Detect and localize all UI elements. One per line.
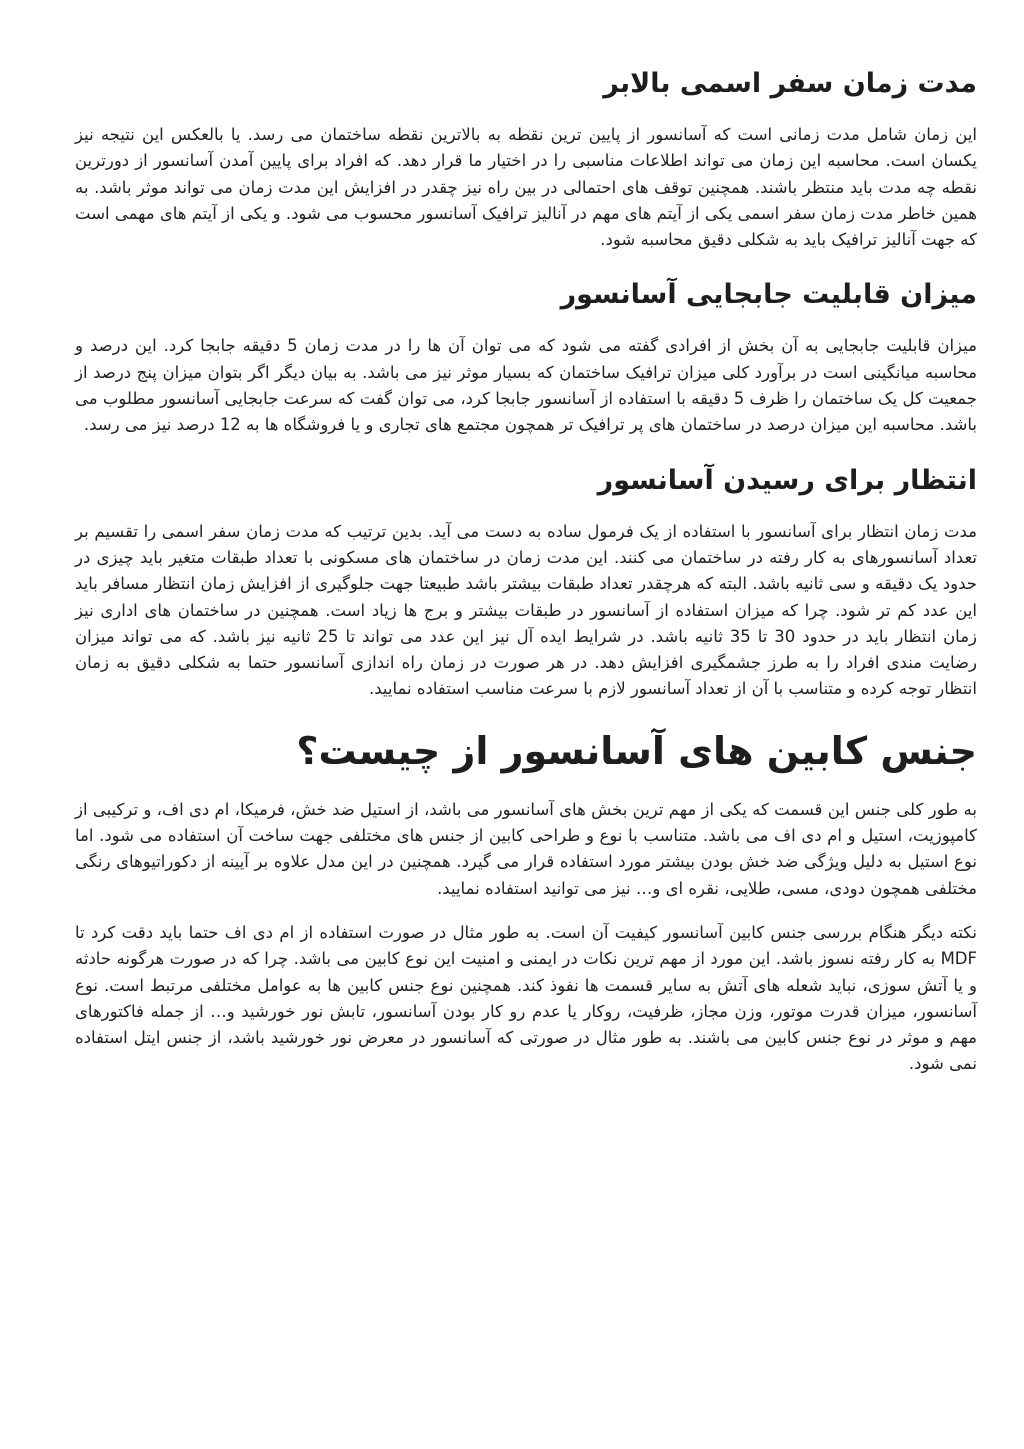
main-paragraph-cabin-material-2: نکته دیگر هنگام بررسی جنس کابین آسانسور کیفیت آن است. به طور مثال در صورت استفاده از ام دی اف حتما باید دقت کرد تا MDF به کار رفته نسوز باشد. این مورد از مهم ترین نکات در ایمنی و امنیت این نوع کابین می باشد. چرا که در صورت هرگونه حادثه و یا آتش سوزی، نباید شعله های آتش به سایر قسمت ها نفوذ کند. همچنین نوع جنس کابین ها به عوامل مختلفی مرتبط است. نوع آسانسور، میزان قدرت موتور، وزن مجاز، ظرفیت، روکار یا عدم رو کار بودن آسانسور، تابش نور خورشید و… از جمله فاکتورهای مهم و موثر در نوع جنس کابین می باشند. به طور مثال در صورتی که آسانسور در معرض نور خورشید باشد، از جنس ایتل استفاده نمی شود. [75, 922, 977, 1074]
main-paragraph-cabin-material-1: به طور کلی جنس این قسمت که یکی از مهم ترین بخش های آسانسور می باشد، از استیل ضد خش، فرمیکا، ام دی اف، و ترکیبی از کامپوزیت، استیل و ام دی اف می باشد. متناسب با نوع و طراحی کابین از جنس های مختلفی جهت ساخت آن استفاده می شود. اما نوع استیل به دلیل ویژگی ضد خش بودن بیشتر مورد استفاده قرار می گیرد. همچنین در این مدل علاوه بر آیینه از دکوراتیوهای رنگی مختلفی همچون دودی، مسی، طلایی، نقره ای و… نیز می توانید استفاده نمایید. [75, 799, 977, 898]
section-heading-waiting-time: انتظار برای رسیدن آسانسور [597, 464, 977, 496]
article-content [75, 60, 977, 1096]
section-paragraph-waiting-time: مدت زمان انتظار برای آسانسور با استفاده از یک فرمول ساده به دست می آید. بدین ترتیب که مدت زمان سفر اسمی را تقسیم بر تعداد آسانسورهای به کار رفته در ساختمان می کنند. این مدت زمان در ساختمان های مسکونی با تعداد طبقات متغیر باید چیزی در حدود یک دقیقه و سی ثانیه باشد. البته که هرچقدر تعداد طبقات بیشتر باشد طبیعتا جهت جلوگیری از افزایش زمان انتظار مسافر باید این عدد کم تر شود. چرا که میزان استفاده از آسانسور در طبقات بیشتر و برج ها زیاد است. همچنین در ساختمان های اداری نیز زمان انتظار باید در حدود 30 تا 35 ثانیه باشد. در شرایط ایده آل نیز این عدد می تواند تا 25 ثانیه نیز باشد. که می تواند میزان رضایت مندی افراد را به طرز جشمگیری افزایش دهد. در هر صورت در زمان راه اندازی آسانسور حتما به شکلی دقیق به زمان انتظار توجه کرده و متناسب با آن از تعداد آسانسور لازم با سرعت مناسب استفاده نمایید. [75, 521, 978, 699]
section-heading-handling-capacity: میزان قابلیت جابجایی آسانسور [560, 279, 977, 311]
section-paragraph-travel-time: این زمان شامل مدت زمانی است که آسانسور از پایین ترین نقطه به بالاترین نقطه ساختمان می رسد. یا بالعکس این نتیجه نیز یکسان است. محاسبه این زمان می تواند اطلاعات مناسبی را در اختیار ما قرار دهد. که افراد برای پایین آمدن آسانسور از دورترین نقطه چه مدت باید منتظر باشند. همچنین توقف های احتمالی در بین راه نیز چقدر در افزایش این مدت زمان می تواند موثر باشد. به همین خاطر مدت زمان سفر اسمی یکی از آیتم های مهم در آنالیز ترافیک آسانسور محسوب می شود. و یکی از آیتم های مهمی است که جهت آنالیز ترافیک باید به شکلی دقیق محاسبه شود. [75, 125, 977, 250]
section-heading-travel-time: مدت زمان سفر اسمی بالابر [603, 68, 977, 99]
section-paragraph-handling-capacity: میزان قابلیت جابجایی به آن بخش از افرادی گفته می شود که می توان آن ها را در مدت زمان 5 دقیقه جابجا کرد. این درصد و محاسبه میانگینی است در برآورد کلی میزان ترافیک ساختمان که بسیار موثر نیز می باشد. به بیان دیگر اگر بتوان میزان پنج درصد از جمعیت کل یک ساختمان را ظرف 5 دقیقه با استفاده از آسانسور جابجا کرد، می توان گفت که سرعت جابجایی آسانسور مطلوب می باشد. محاسبه این میزان درصد در ساختمان های پر ترافیک تر همچون مجتمع های تجاری و یا فروشگاه ها به 12 درصد نیز می رسد. [75, 336, 977, 435]
main-heading-cabin-material: جنس کابین های آسانسور از چیست؟ [296, 728, 977, 773]
